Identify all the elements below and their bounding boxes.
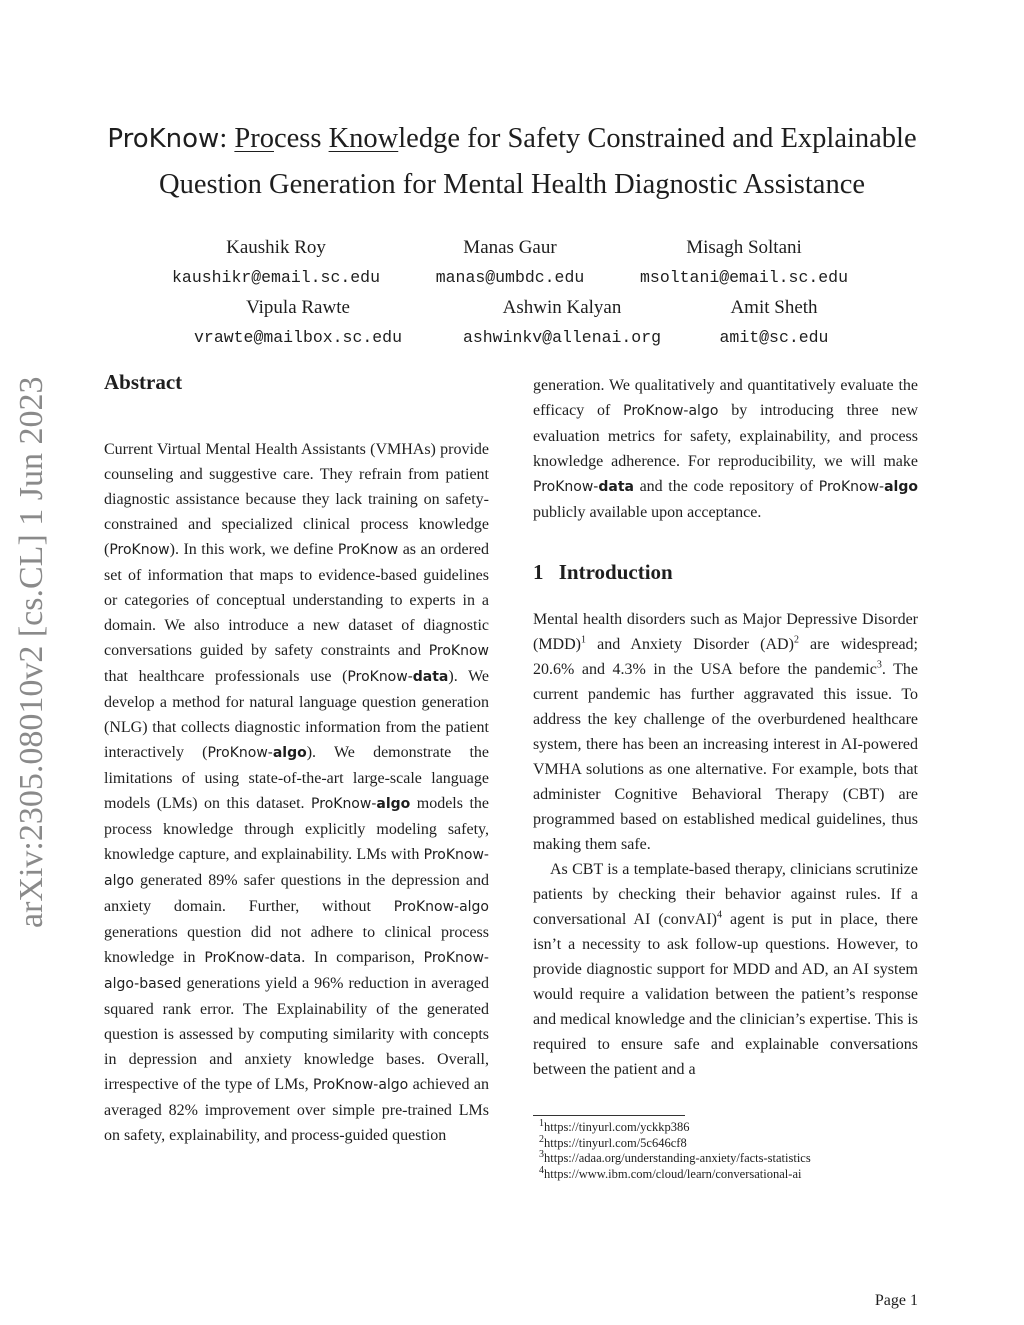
footnote: $^3$https://adaa.org/understanding-anxiety/facts-statistics [539, 1148, 811, 1165]
abstract-heading: Abstract [104, 370, 183, 394]
section-number: 1 [533, 560, 544, 584]
author-name: Manas Gaur [463, 237, 557, 258]
author-name: Vipula Rawte [246, 297, 350, 318]
section-title: Introduction [558, 560, 673, 584]
footnote: $^4$https://www.ibm.com/cloud/learn/conversational-ai [539, 1164, 802, 1181]
abstract-body [104, 437, 489, 1148]
title-line-1: ProKnow: Process Knowledge for Safety Constrained and Explainable [107, 123, 917, 154]
footnote: $^1$https://tinyurl.com/yckkp386 [539, 1117, 690, 1134]
page-number: Page 1 [874, 1292, 918, 1309]
intro-paragraph: As CBT is a template-based therapy, clinicians scrutinize patients by checking their behavior against rules. If a conversational AI (convAI)$^4$ agent is put in place, there isn’t a necessity to ask follow-up questions. However, to provide diagnostic support for MDD and AD, an AI system would require a validation between the patient’s response and medical knowledge and the clinician’s expertise. This is required to ensure safe and explainable conversations between the patient and a [533, 861, 918, 1078]
footnote-divider [533, 1115, 685, 1116]
footnote-link[interactable]: https://tinyurl.com/5c646cf8 [544, 1135, 687, 1150]
footnote-link[interactable]: https://www.ibm.com/cloud/learn/conversational-ai [544, 1166, 802, 1181]
author-name: Ashwin Kalyan [502, 297, 622, 318]
author-block [644, 293, 904, 353]
arxiv-identifier: arXiv:2305.08010v2 [cs.CL] 1 Jun 2023 [13, 376, 50, 928]
title-line-2: Question Generation for Mental Health Diagnostic Assistance [159, 169, 865, 200]
footnote-ref: 2 [793, 634, 799, 646]
footnote-link[interactable]: https://adaa.org/understanding-anxiety/facts-statistics [544, 1151, 811, 1165]
introduction-body [533, 607, 918, 1082]
footnote-ref: 4 [716, 909, 722, 921]
author-email: kaushikr@email.sc.edu [172, 268, 380, 287]
author-email: msoltani@email.sc.edu [640, 268, 848, 287]
abstract-continued [533, 373, 918, 525]
footnote-ref: 1 [581, 634, 586, 646]
author-block [380, 233, 640, 293]
footnotes [539, 1117, 929, 1182]
author-name: Amit Sheth [730, 297, 818, 318]
abstract-paragraph-continued: generation. We qualitatively and quantitatively evaluate the efficacy of ProKnow-algo by introducing three new evaluation metrics for safety, explainability, and process knowledge adherence. For reproducibility, we will make ProKnow-data and the code repository of ProKnow-algo publicly available upon acceptance. [533, 377, 918, 521]
author-name: Kaushik Roy [226, 237, 326, 258]
footnote: $^2$https://tinyurl.com/5c646cf8 [539, 1133, 687, 1150]
section-heading-introduction [533, 560, 673, 585]
author-email: manas@umbdc.edu [435, 268, 585, 287]
footnote-link[interactable]: https://tinyurl.com/yckkp386 [544, 1120, 690, 1134]
paper-title [60, 116, 964, 208]
abstract-paragraph: Current Virtual Mental Health Assistants (VMHAs) provide counseling and suggestive care. They refrain from patient diagnostic assistance because they lack training on safety-constrained and specialized clinical process knowledge (ProKnow). In this work, we define ProKnow as an ordered set of information that maps to evidence-based guidelines or categories of conceptual understanding to experts in a domain. We also introduce a new dataset of diagnostic conversations guided by safety constraints and ProKnow that healthcare professionals use (ProKnow-data). We develop a method for natural language question generation (NLG) that collects diagnostic information from the patient interactively (ProKnow-algo). We demonstrate the limitations of using state-of-the-art large-scale language models (LMs) on this dataset. ProKnow-algo models the process knowledge through explicitly modeling safety, knowledge capture, and explainability. LMs with ProKnow-algo generated 89% safer questions in the depression and anxiety domain. Further, without ProKnow-algo generations question did not adhere to clinical process knowledge in ProKnow-data. In comparison, ProKnow-algo-based generations yield a 96% reduction in averaged squared rank error. The Explainability of the generated question is assessed by computing similarity with concepts in depression and anxiety knowledge bases. Overall, irrespective of the type of LMs, ProKnow-algo achieved an averaged 82% improvement over simple pre-trained LMs on safety, explainability, and process-guided question [104, 441, 490, 1144]
author-email: ashwinkv@allenai.org [462, 328, 662, 347]
intro-paragraph: Mental health disorders such as Major Depressive Disorder (MDD)$^1$ and Anxiety Disorder (AD)$^2$ are widespread; 20.6% and 4.3% in the USA before the pandemic$^3$. The current pandemic has further aggravated this issue. To address the key challenge of the overburdened healthcare system, there has been an increasing interest in AI-powered VMHA solutions as one alternative. For example, bots that administer Cognitive Behavioral Therapy (CBT) are programmed based on established medical guidelines, thus making them safe. [533, 611, 919, 853]
author-email: vrawte@mailbox.sc.edu [194, 328, 402, 347]
author-block [614, 233, 874, 293]
author-name: Misagh Soltani [686, 237, 802, 258]
title-proknow: ProKnow [107, 124, 220, 154]
footnote-ref: 3 [876, 659, 882, 671]
author-block [168, 293, 428, 353]
author-block [146, 233, 406, 293]
author-email: amit@sc.edu [719, 328, 829, 347]
